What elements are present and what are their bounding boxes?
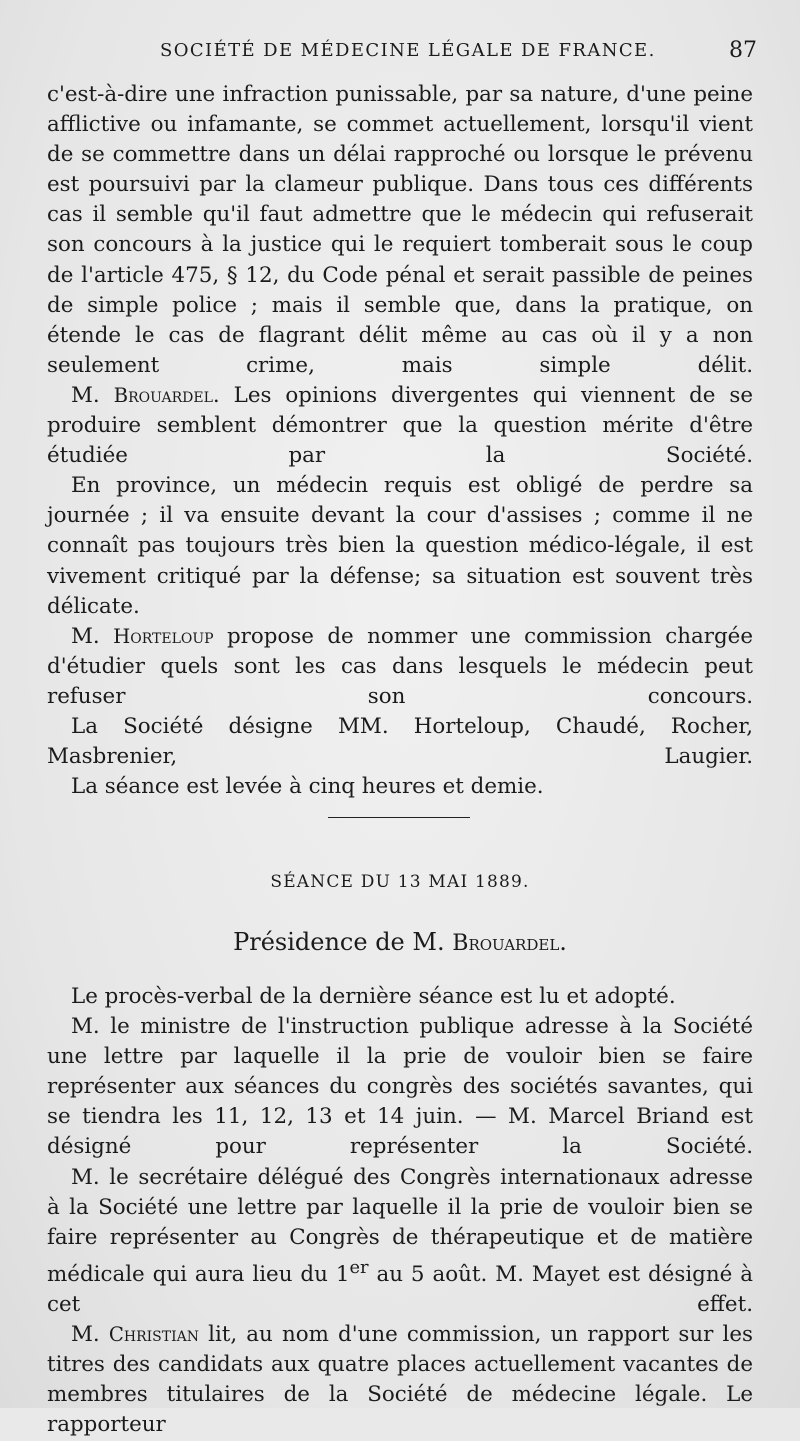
paragraph-text: M. le ministre de l'instruction publique adresse à la Société une lettre par laquelle il la prie de vouloir bien se faire représenter aux séances du congrès des sociétés savantes, qui se tiendra les 11, 12, 13 et 14 juin. — M. Marcel Briand est désigné pour représenter la Société. (47, 1014, 753, 1160)
paragraph-commission-members (47, 712, 753, 772)
presidency-suffix: . (559, 928, 567, 956)
paragraph-text: Le procès-verbal de la dernière séance est lu et adopté. (71, 984, 676, 1009)
paragraph-text: M. le secrétaire délégué des Congrès internationaux adresse à la Société une lettre par laquelle il la prie de vouloir bien se faire représenter au Congrès de thérapeutique et de matière médicale qui aura lieu du 1 (47, 1164, 753, 1287)
paragraph-text: c'est-à-dire une infraction punissable, par sa nature, d'une peine afflictive ou infamante, se commet actuellement, lorsqu'il vient de se commettre dans un délai rapproché ou lorsque le prévenu est poursuivi par la clameur publique. Dans tous ces différents cas il semble qu'il faut admettre que le médecin qui refuserait son concours à la justice qui le requiert tomberait sous le coup de l'article 475, § 12, du Code pénal et serait passible de peines de simple police ; mais il semble que, dans la pratique, on étende le cas de flagrant délit même au cas où il y a non seulement crime, mais simple délit. (47, 82, 753, 378)
paragraph-horteloup (47, 622, 753, 712)
paragraph-text: . Les opinions divergentes qui viennent de se produire semblent démontrer que la question mérite d'être étudiée par la Société. (47, 382, 753, 469)
speaker-prefix: M. (71, 382, 114, 408)
presidency-prefix: Présidence de M. (233, 928, 453, 956)
paragraph-province (47, 471, 753, 621)
paragraph-text: En province, un médecin requis est obligé de perdre sa journée ; il va ensuite devant la cour d'assises ; comme il ne connaît pas toujours très bien la question médico-légale, il est vivement critiqué par la défense; sa situation est souvent très délicate. (47, 473, 753, 619)
paragraph-text: La Société désigne MM. Horteloup, Chaudé, Rocher, Masbrenier, Laugier. (47, 713, 753, 770)
paragraph-text: lit, au nom d'une commission, un rapport sur les titres des candidats aux quatre places actuellement vacantes de membres titulaires de la Société de médecine légale. Le rapporteur (47, 1322, 753, 1438)
speaker-name: Brouardel (113, 383, 213, 407)
presidency-name: Brouardel (452, 931, 560, 956)
session-minutes (47, 982, 753, 1441)
paragraph-text: La séance est levée à cinq heures et demie. (71, 774, 544, 800)
page-number: 87 (729, 38, 757, 63)
paragraph-brouardel (47, 381, 753, 471)
paragraph-christian (47, 1320, 753, 1440)
speaker-prefix: M. (71, 623, 114, 649)
presidency-heading (0, 928, 800, 956)
section-divider (328, 817, 470, 818)
speaker-name: Horteloup (113, 624, 214, 648)
paragraph-flagrant-delit (47, 80, 753, 381)
paragraph-closing (47, 772, 753, 802)
session-title: SÉANCE DU 13 MAI 1889. (270, 872, 530, 892)
paragraph-text: au 5 août. M. Mayet est désigné à cet effet. (47, 1261, 753, 1318)
paragraph-proces-verbal (47, 982, 753, 1012)
paragraph-text: propose de nommer une commission chargée d'étudier quels sont les cas dans lesquels le médecin peut refuser son concours. (47, 623, 753, 709)
paragraph-congres (47, 1163, 753, 1321)
paragraph-ministre (47, 1012, 753, 1162)
running-header (0, 36, 800, 72)
minutes-continuation (47, 80, 753, 802)
ordinal-superscript: er (349, 1256, 369, 1278)
speaker-name: Christian (108, 1323, 199, 1347)
running-title: SOCIÉTÉ DE MÉDECINE LÉGALE DE FRANCE. (160, 40, 656, 61)
speaker-prefix: M. (71, 1322, 109, 1348)
